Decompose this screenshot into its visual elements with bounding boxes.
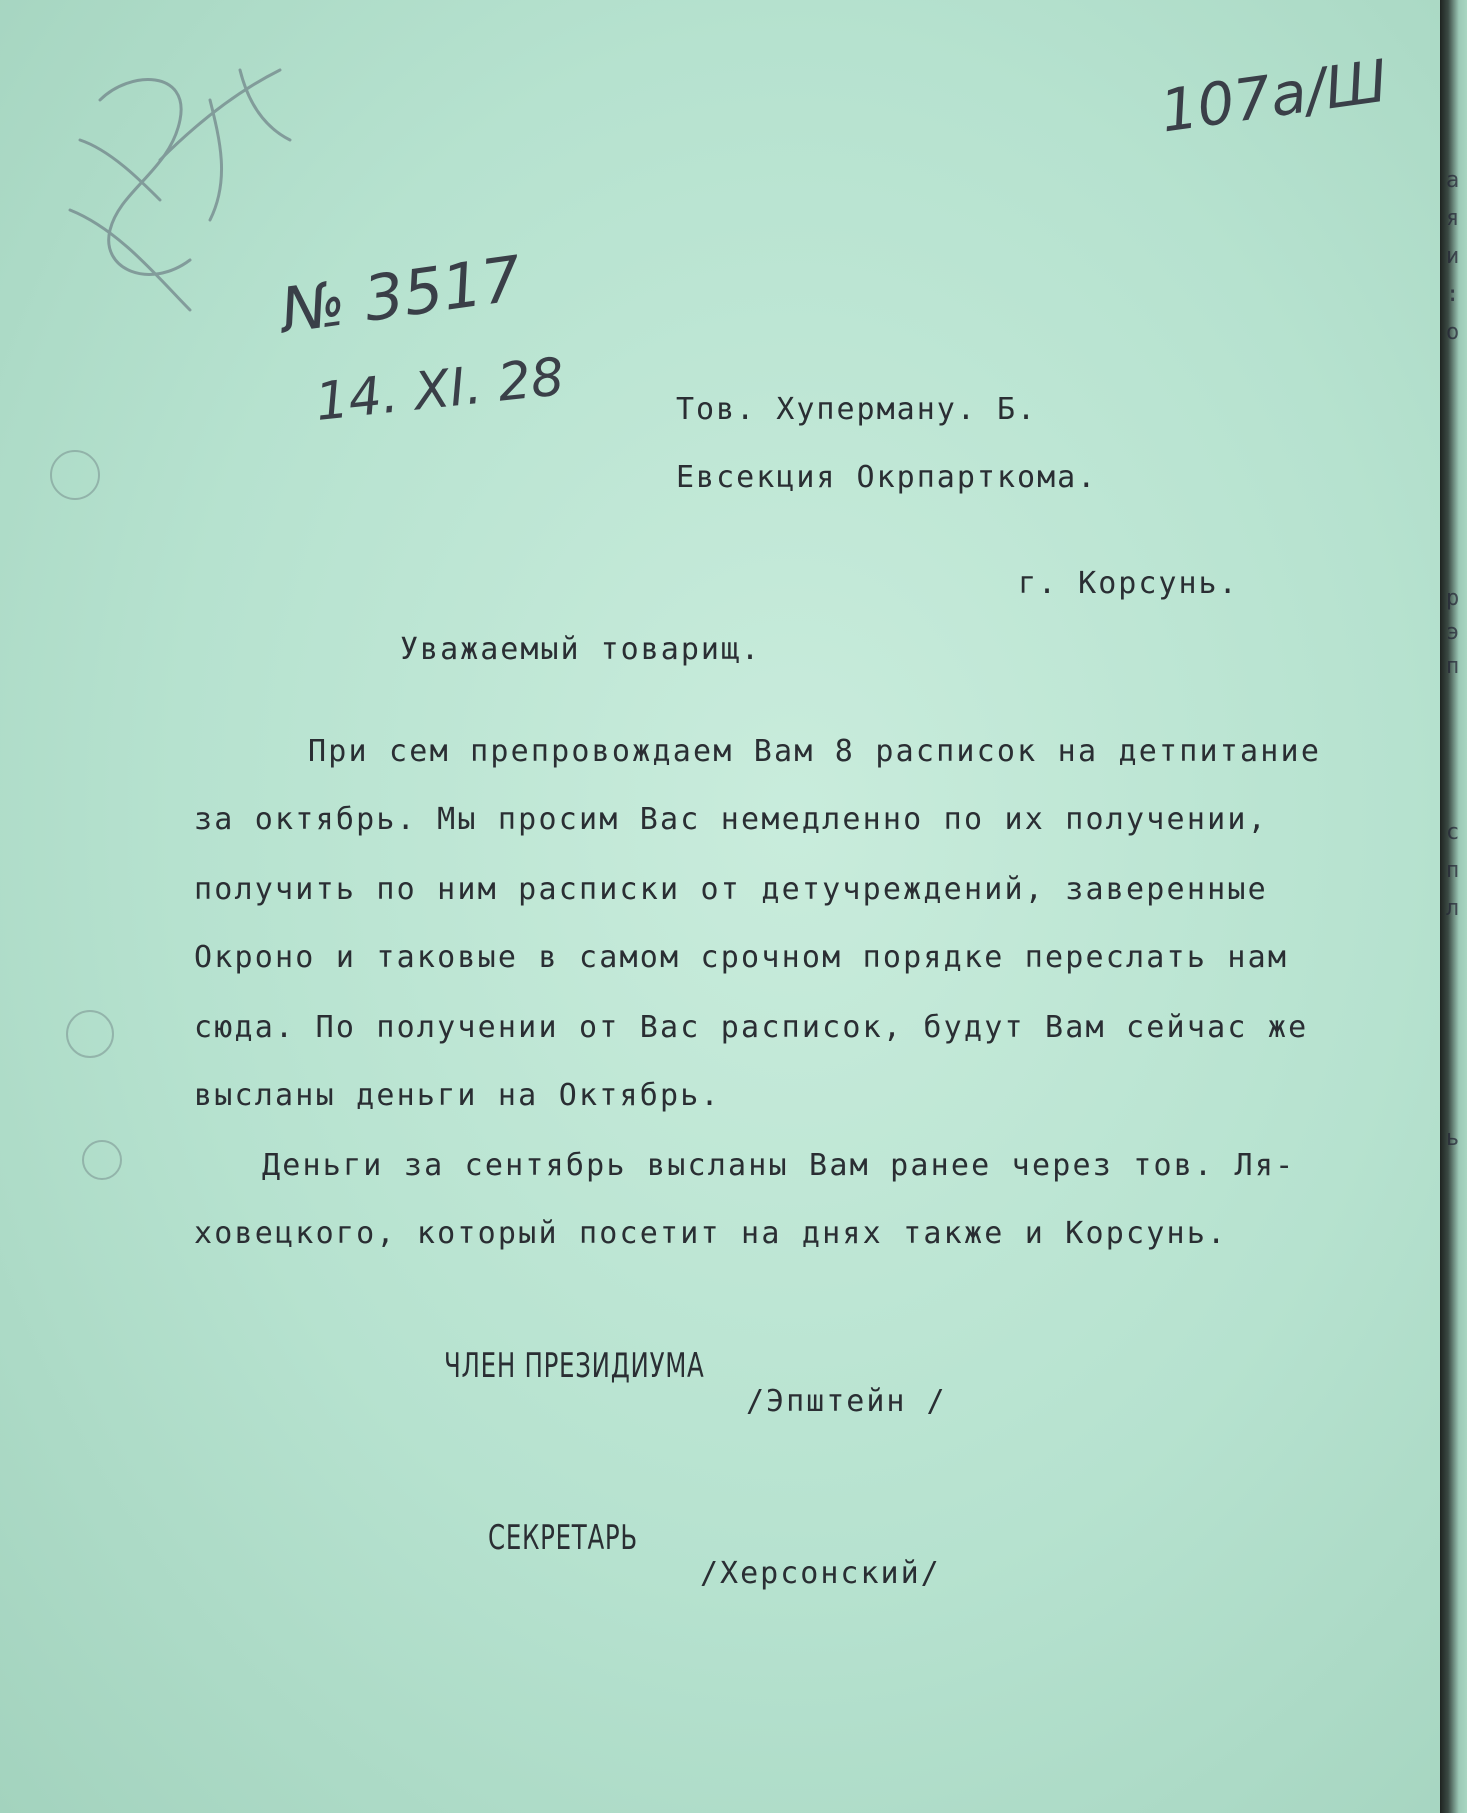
registration-number: № 3517 — [276, 241, 526, 348]
addressee-line-2: Евсекция Окрпарткома. — [676, 460, 1098, 495]
paragraph-2-line: ховецкого, который посетит на днях также и Корсунь. — [194, 1216, 1228, 1251]
punch-hole-2 — [66, 1010, 114, 1058]
signature-title-secretary: СЕКРЕТАРЬ — [488, 1518, 638, 1558]
punch-hole-1 — [50, 450, 100, 500]
signature-name-presidium: /Эпштейн / — [746, 1384, 947, 1419]
paragraph-1-line: высланы деньги на Октябрь. — [194, 1078, 721, 1113]
signature-name-secretary: /Херсонский/ — [700, 1556, 941, 1591]
registration-date: 14. XI. 28 — [312, 347, 567, 433]
salutation: Уважаемый товарищ. — [400, 632, 762, 667]
archive-mark: 107а/Ш — [1156, 46, 1392, 146]
paragraph-2-line: Деньги за сентябрь высланы Вам ранее через тов. Ля- — [262, 1148, 1296, 1183]
addressee-line-1: Тов. Хуперману. Б. — [676, 392, 1038, 427]
adjacent-page-edge: а я и : о р э п с п л ь — [1440, 0, 1467, 1813]
signature-title-presidium: ЧЛЕН ПРЕЗИДИУМА — [444, 1346, 705, 1386]
paragraph-1-line: получить по ним расписки от детучреждений, заверенные — [194, 872, 1268, 907]
paragraph-1-line: за октябрь. Мы просим Вас немедленно по их получении, — [194, 802, 1268, 837]
paragraph-1-line: Окроно и таковые в самом срочном порядке переслать нам — [194, 940, 1289, 975]
pencil-scribble-mark — [40, 30, 300, 330]
paragraph-1-line: При сем препровождаем Вам 8 расписок на детпитание — [308, 734, 1322, 769]
paragraph-1-line: сюда. По получении от Вас расписок, будут Вам сейчас же — [194, 1010, 1309, 1045]
addressee-city: г. Корсунь. — [1018, 566, 1239, 601]
punch-hole-3 — [82, 1140, 122, 1180]
